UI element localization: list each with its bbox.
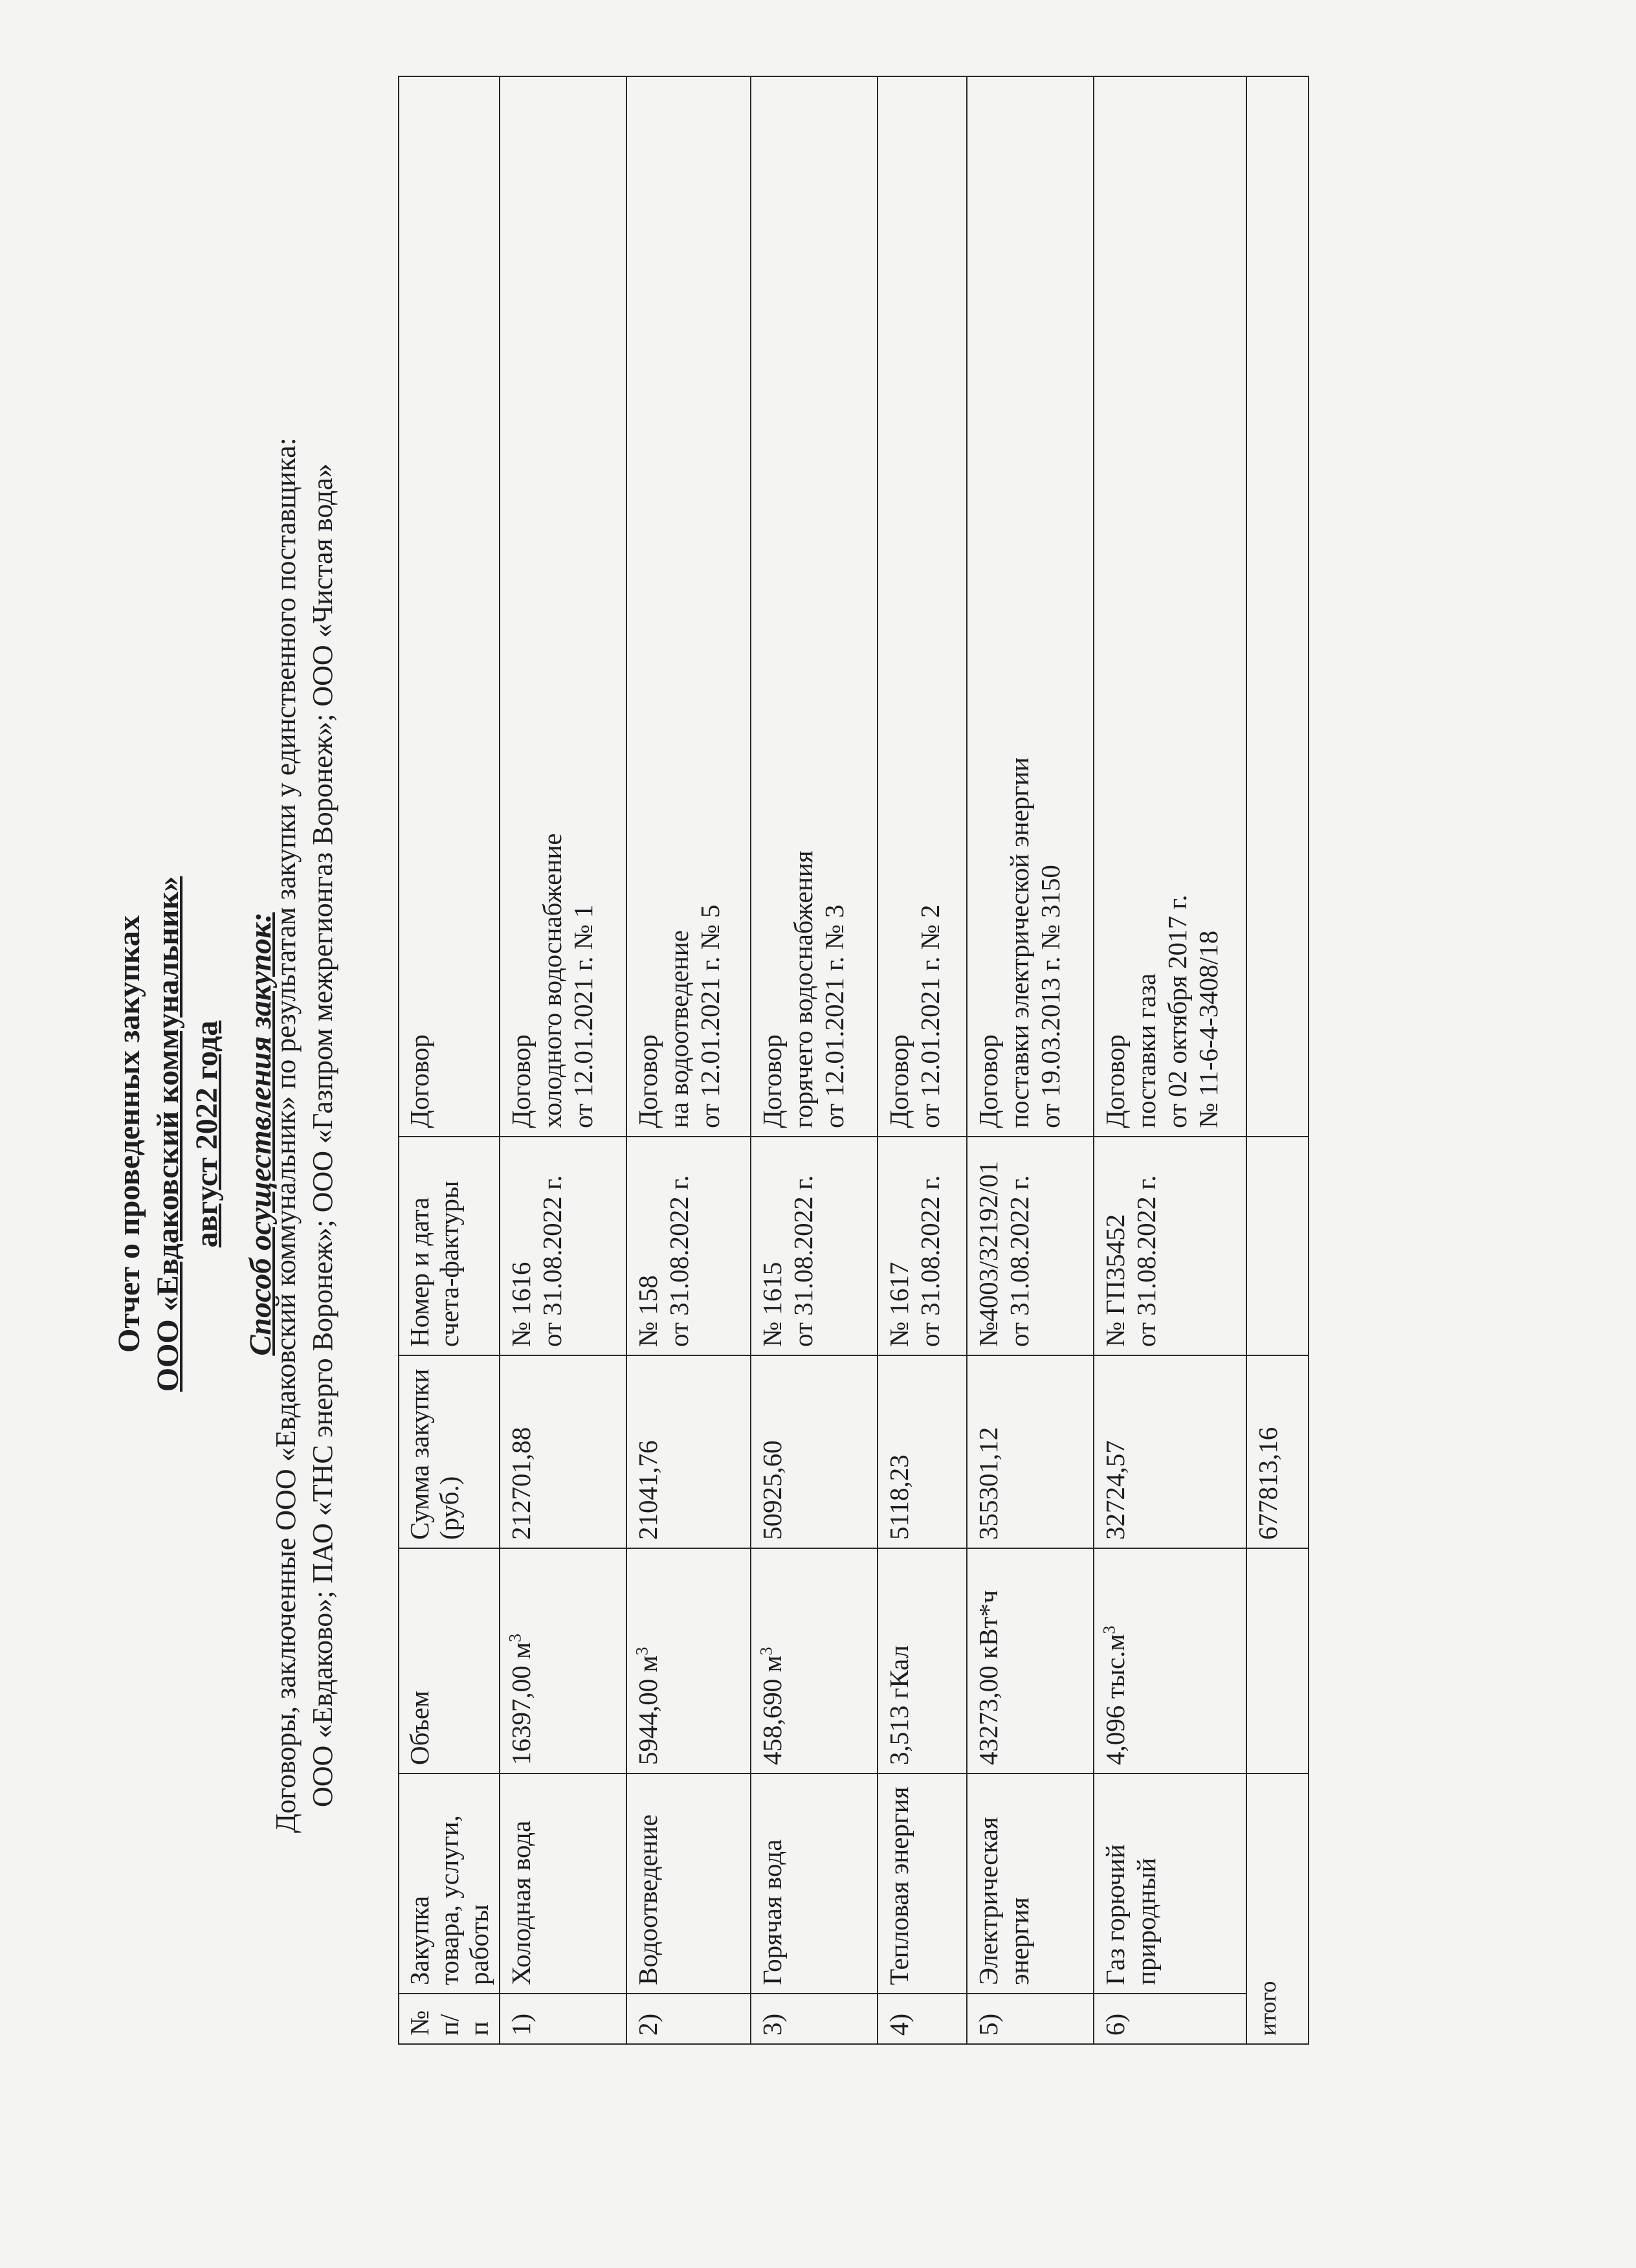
cell-num: 3) bbox=[751, 1994, 878, 2044]
volume-unit-power: 3 bbox=[632, 1647, 652, 1656]
table-row bbox=[878, 76, 967, 2044]
cell-item: Холодная вода bbox=[500, 1773, 626, 1994]
volume-unit-power: 3 bbox=[505, 1634, 525, 1643]
volume-value: 458,690 м bbox=[757, 1655, 787, 1765]
cell-volume bbox=[626, 1548, 751, 1773]
cell-sum: 355301,12 bbox=[967, 1355, 1094, 1548]
cell-contract: Договор поставки электрической энергии от 19.03.2013 г. № 3150 bbox=[967, 76, 1094, 1137]
total-label: итого bbox=[1246, 1773, 1309, 2044]
cell-sum: 21041,76 bbox=[626, 1355, 751, 1548]
cell-num: 1) bbox=[500, 1994, 626, 2044]
intro-line-2: ООО «Евдаково»; ПАО «ТНС энерго Воронеж»; ООО «Газпром межрегионгаз Воронеж»; ООО «Чистая вода» bbox=[307, 463, 338, 1807]
cell-invoice: № ГП35452 от 31.08.2022 г. bbox=[1094, 1137, 1246, 1355]
table-row bbox=[500, 76, 626, 2044]
cell-item: Электрическая энергия bbox=[967, 1773, 1094, 1994]
table-row bbox=[967, 76, 1094, 2044]
cell-sum: 212701,88 bbox=[500, 1355, 626, 1548]
cell-item: Газ горючий природный bbox=[1094, 1773, 1246, 1994]
header-contract: Договор bbox=[399, 76, 500, 1137]
cell-num: 6) bbox=[1094, 1994, 1246, 2044]
cell-sum: 32724,57 bbox=[1094, 1355, 1246, 1548]
report-title: Отчет о проведенных закупках bbox=[112, 915, 146, 1353]
cell-contract: Договор горячего водоснабжения от 12.01.2021 г. № 3 bbox=[751, 76, 878, 1137]
volume-unit-power: 3 bbox=[757, 1647, 776, 1656]
header-volume: Объем bbox=[399, 1548, 500, 1773]
total-volume-empty bbox=[1246, 1548, 1309, 1773]
cell-volume bbox=[878, 1548, 967, 1773]
procurement-table bbox=[398, 76, 1309, 2045]
cell-num: 2) bbox=[626, 1994, 751, 2044]
volume-value: 16397,00 м bbox=[506, 1642, 536, 1765]
cell-contract: Договор холодного водоснабжение от 12.01.2021 г. № 1 bbox=[500, 76, 626, 1137]
cell-invoice: № 1617 от 31.08.2022 г. bbox=[878, 1137, 967, 1355]
table-header-row bbox=[399, 76, 500, 2044]
cell-item: Горячая вода bbox=[751, 1773, 878, 1994]
cell-num: 4) bbox=[878, 1994, 967, 2044]
total-contract-empty bbox=[1246, 76, 1309, 1137]
volume-value: 3,513 гКал bbox=[884, 1645, 914, 1765]
cell-num: 5) bbox=[967, 1994, 1094, 2044]
report-period: август 2022 года bbox=[190, 1020, 224, 1248]
method-heading: Способ осуществления закупок: bbox=[243, 912, 278, 1356]
cell-volume bbox=[967, 1548, 1094, 1773]
cell-invoice: № 158 от 31.08.2022 г. bbox=[626, 1137, 751, 1355]
cell-sum: 5118,23 bbox=[878, 1355, 967, 1548]
organization-name: ООО «Евдаковский коммунальник» bbox=[151, 876, 185, 1392]
cell-invoice: № 1616 от 31.08.2022 г. bbox=[500, 1137, 626, 1355]
cell-invoice: №4003/32192/01 от 31.08.2022 г. bbox=[967, 1137, 1094, 1355]
cell-contract: Договор на водоотведение от 12.01.2021 г. № 5 bbox=[626, 76, 751, 1137]
volume-value: 5944,00 м bbox=[633, 1655, 663, 1765]
cell-volume bbox=[1094, 1548, 1246, 1773]
table-row bbox=[1094, 76, 1246, 2044]
cell-volume bbox=[500, 1548, 626, 1773]
intro-line-1: Договоры, заключенные ООО «Евдаковский коммунальник» по результатам закупки у единственного поставщика: bbox=[270, 437, 302, 1834]
volume-value: 4,096 тыс.м bbox=[1100, 1634, 1130, 1765]
header-num: № п/п bbox=[399, 1994, 500, 2044]
volume-value: 43273,00 кВт*ч bbox=[973, 1590, 1003, 1765]
volume-unit-power: 3 bbox=[1100, 1625, 1119, 1634]
total-sum: 677813,16 bbox=[1246, 1355, 1309, 1548]
header-item: Закупка товара, услуги, работы bbox=[399, 1773, 500, 1994]
cell-contract: Договор поставки газа от 02 октября 2017 г. № 11-6-4-3408/18 bbox=[1094, 76, 1246, 1137]
header-sum: Сумма закупки (руб.) bbox=[399, 1355, 500, 1548]
cell-contract: Договор от 12.01.2021 г. № 2 bbox=[878, 76, 967, 1137]
cell-item: Водоотведение bbox=[626, 1773, 751, 1994]
table-row bbox=[626, 76, 751, 2044]
total-row bbox=[1246, 76, 1309, 2044]
cell-sum: 50925,60 bbox=[751, 1355, 878, 1548]
cell-item: Тепловая энергия bbox=[878, 1773, 967, 1994]
table-row bbox=[751, 76, 878, 2044]
cell-invoice: № 1615 от 31.08.2022 г. bbox=[751, 1137, 878, 1355]
header-invoice: Номер и дата счета-фактуры bbox=[399, 1137, 500, 1355]
cell-volume bbox=[751, 1548, 878, 1773]
total-invoice-empty bbox=[1246, 1137, 1309, 1355]
